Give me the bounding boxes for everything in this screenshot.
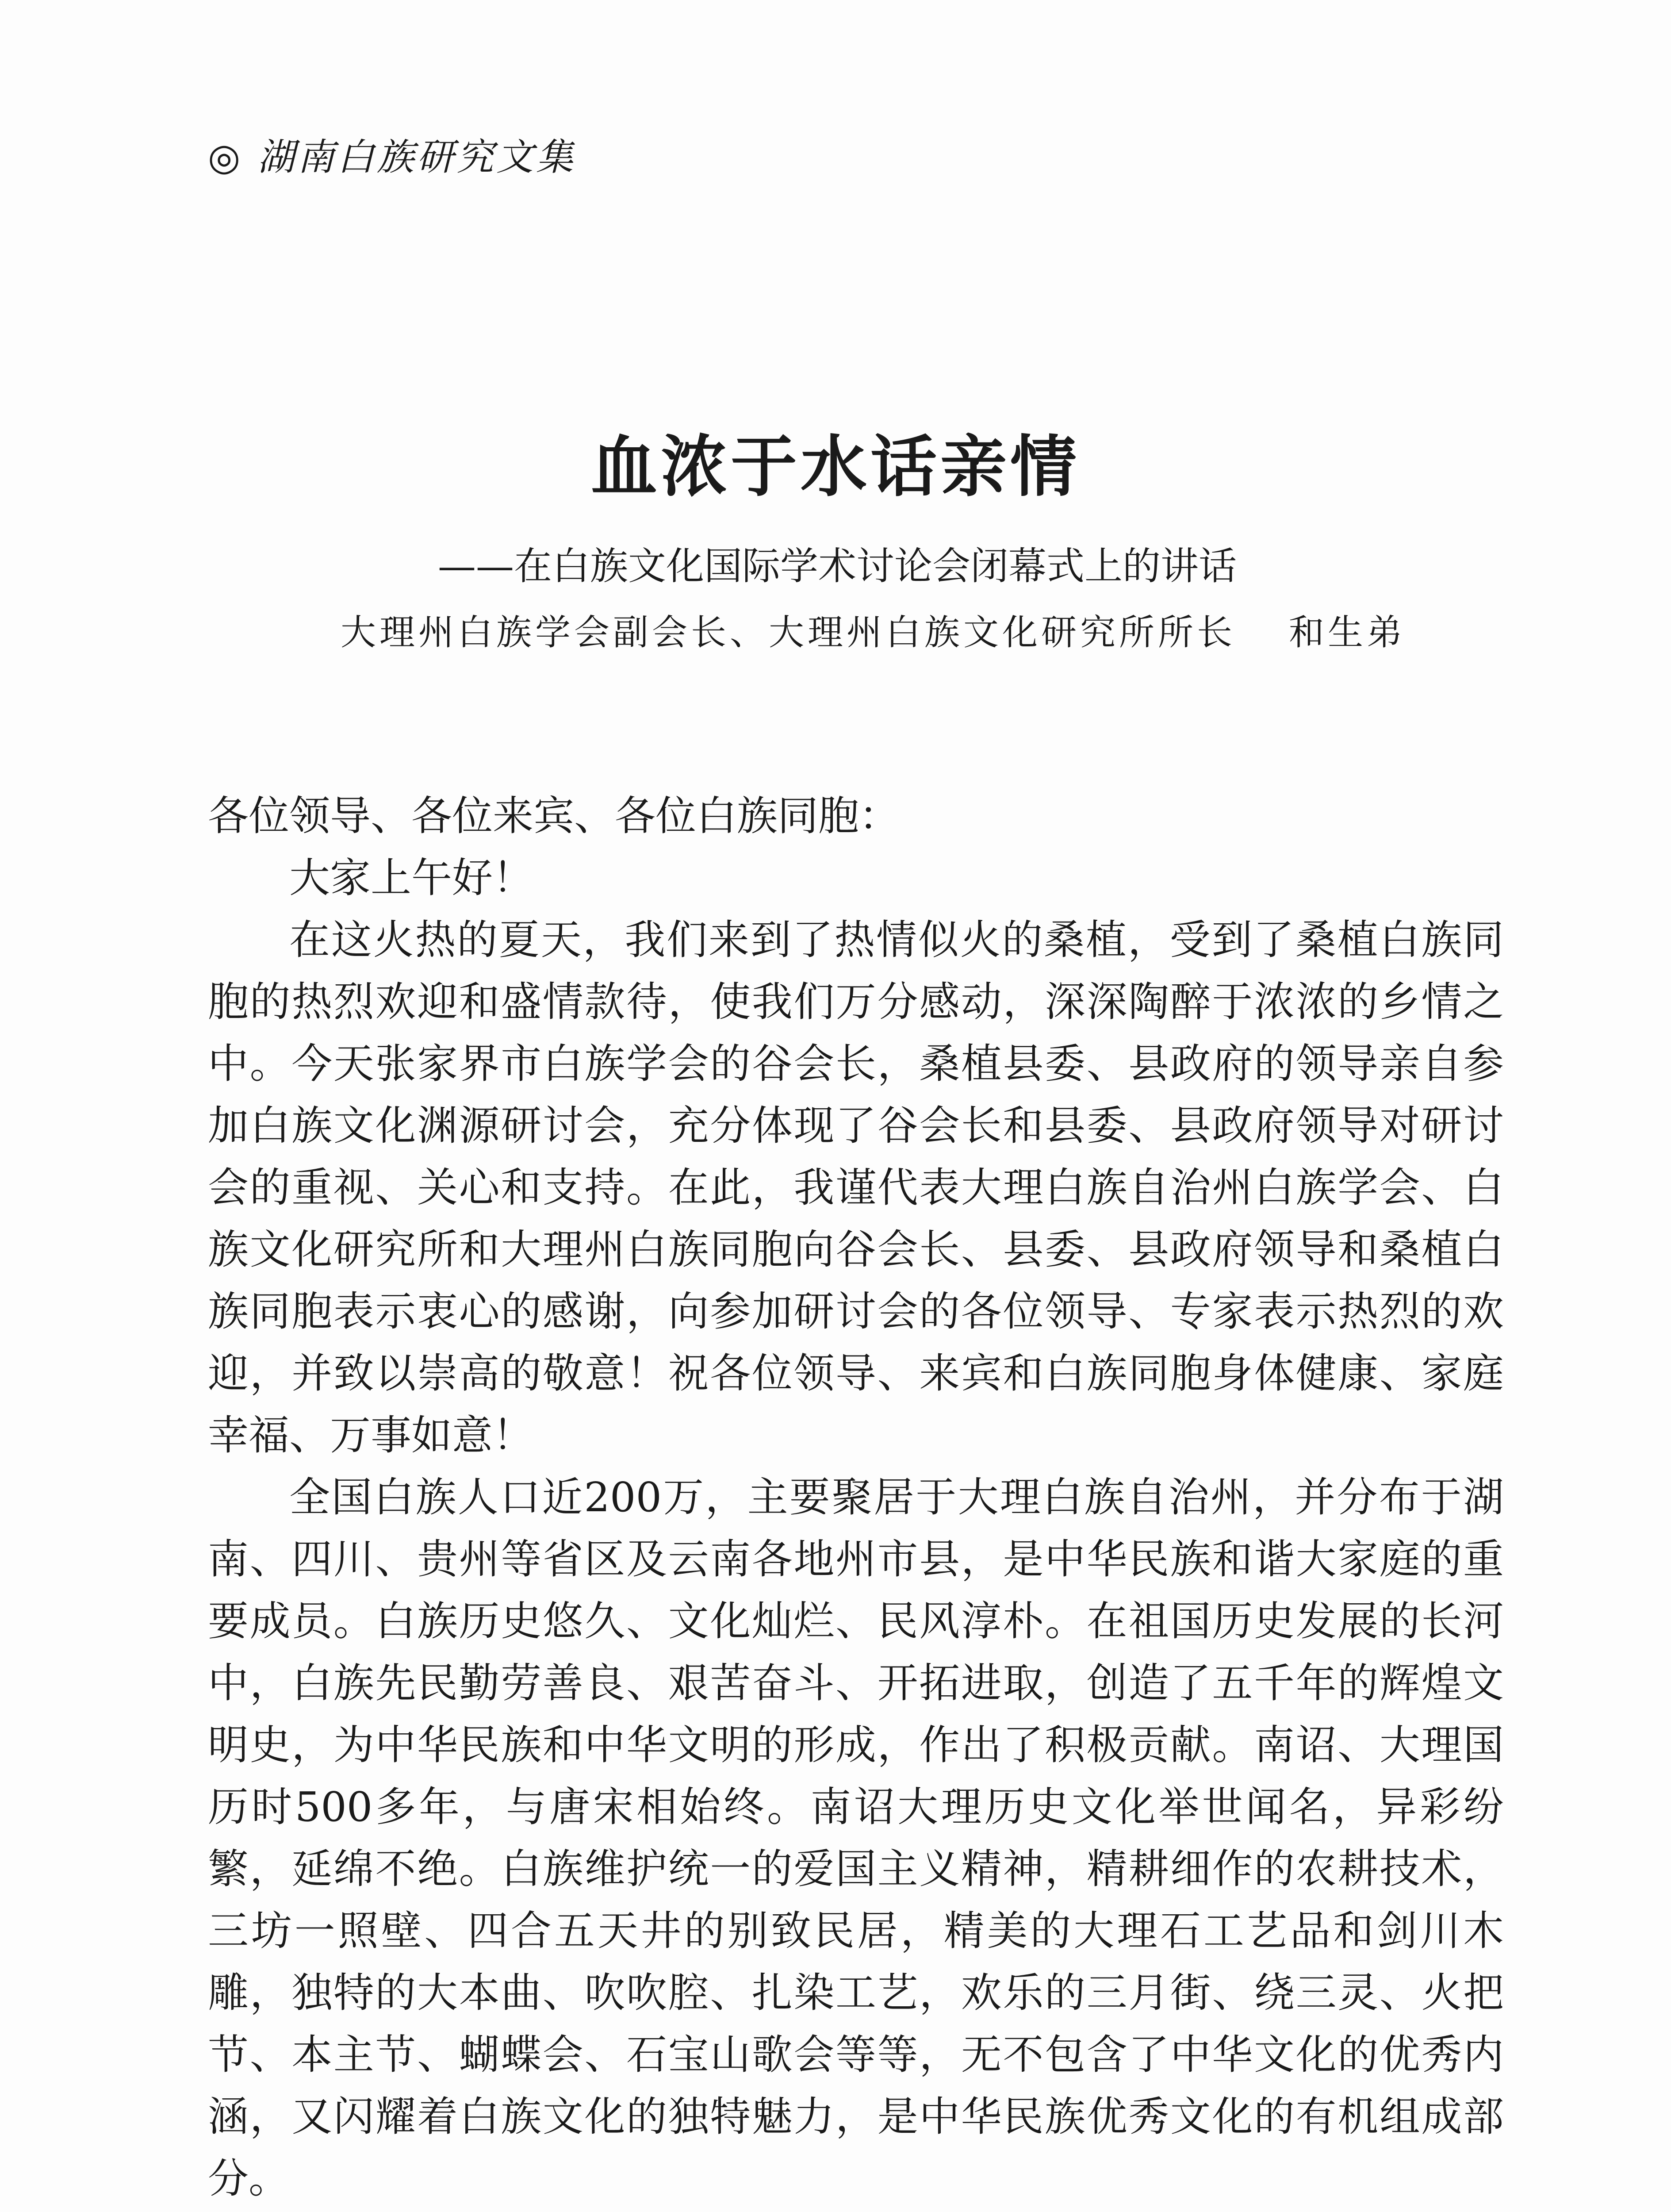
author-position: 大理州白族学会副会长、大理州白族文化研究所所长 — [341, 612, 1236, 653]
article-title: 血浓于水话亲情 — [590, 428, 1080, 506]
salutation: 各位领导、各位来宾、各位白族同胞： — [208, 792, 900, 840]
author-name: 和生弟 — [1289, 612, 1406, 653]
running-head: ◎ 湖南白族研究文集 — [208, 135, 576, 179]
paragraph-bai-history: 全国白族人口近200万，主要聚居于大理白族自治州，并分布于湖南、四川、贵州等省区及云南各地州市县，是中华民族和谐大家庭的重要成员。白族历史悠久、文化灿烂、民风淳朴。在祖国历史发展的长河中，白族先民勤劳善良、艰苦奋斗、开拓进取，创造了五千年的辉煌文明史，为中华民族和中华文明的形成，作出了积极贡献。南诏、大理国历时500多年，与唐宋相始终。南诏大理历史文化举世闻名，异彩纷繁，延绵不绝。白族维护统一的爱国主义精神，精耕细作的农耕技术，三坊一照壁、四合五天井的别致民居，精美的大理石工艺品和剑川木雕，独特的大本曲、吹吹腔、扎染工艺，欢乐的三月街、绕三灵、火把节、本主节、蝴蝶会、石宝山歌会等等，无不包含了中华文化的优秀内涵，又闪耀着白族文化的独特魅力，是中华民族优秀文化的有机组成部分。 — [208, 1474, 1504, 2202]
article-subtitle: ——在白族文化国际学术讨论会闭幕式上的讲话 — [438, 544, 1237, 588]
article-body — [208, 785, 1504, 2212]
paragraph-dali-sangzhi — [208, 2210, 1504, 2212]
author-line — [341, 608, 1406, 657]
paragraph-greeting: 大家上午好！ — [289, 854, 534, 902]
paragraph-welcome: 在这火热的夏天，我们来到了热情似火的桑植，受到了桑植白族同胞的热烈欢迎和盛情款待，使我们万分感动，深深陶醉于浓浓的乡情之中。今天张家界市白族学会的谷会长，桑植县委、县政府的领导亲自参加白族文化渊源研讨会，充分体现了谷会长和县委、县政府领导对研讨会的重视、关心和支持。在此，我谨代表大理白族自治州白族学会、白族文化研究所和大理州白族同胞向谷会长、县委、县政府领导和桑植白族同胞表示衷心的感谢，向参加研讨会的各位领导、专家表示热烈的欢迎，并致以崇高的敬意！祝各位领导、来宾和白族同胞身体健康、家庭幸福、万事如意！ — [208, 916, 1504, 1459]
